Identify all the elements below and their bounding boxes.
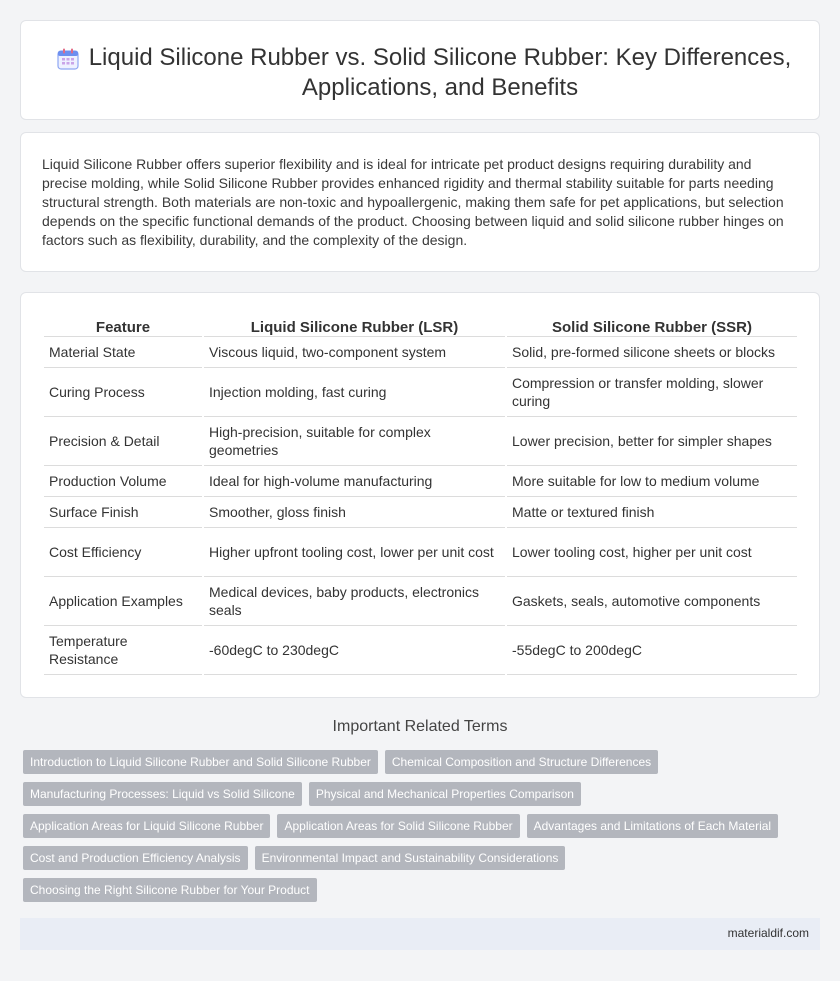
table-cell-ssr: Matte or textured finish (507, 497, 797, 528)
table-row (44, 497, 797, 528)
page-title: Liquid Silicone Rubber vs. Solid Silicone Rubber: Key Differences, Applications, and Benefits (88, 44, 792, 101)
table-row (44, 577, 797, 626)
comparison-table (42, 315, 799, 675)
table-cell-ssr: Solid, pre-formed silicone sheets or blocks (507, 337, 797, 368)
column-header-ssr: Solid Silicone Rubber (SSR) (507, 315, 797, 337)
related-terms-heading: Important Related Terms (332, 718, 508, 735)
related-term-tag[interactable]: Manufacturing Processes: Liquid vs Solid Silicone (23, 782, 302, 806)
table-row (44, 528, 797, 577)
table-cell-feature: Temperature Resistance (44, 626, 202, 675)
related-term-tag[interactable]: Application Areas for Solid Silicone Rubber (277, 814, 519, 838)
footer (20, 918, 820, 950)
footer-site-link[interactable]: materialdif.com (727, 926, 809, 940)
column-header-lsr: Liquid Silicone Rubber (LSR) (204, 315, 505, 337)
table-cell-ssr: Lower tooling cost, higher per unit cost (507, 528, 797, 577)
table-cell-feature: Application Examples (44, 577, 202, 626)
table-cell-lsr: Ideal for high-volume manufacturing (204, 466, 505, 497)
table-cell-lsr: Higher upfront tooling cost, lower per unit cost (204, 528, 505, 577)
table-cell-feature: Surface Finish (44, 497, 202, 528)
calendar-icon (56, 47, 80, 71)
table-row (44, 417, 797, 466)
table-cell-ssr: More suitable for low to medium volume (507, 466, 797, 497)
related-term-tag[interactable]: Introduction to Liquid Silicone Rubber and Solid Silicone Rubber (23, 750, 378, 774)
related-term-tag[interactable]: Choosing the Right Silicone Rubber for Your Product (23, 878, 317, 902)
summary-card (20, 132, 820, 272)
table-row (44, 337, 797, 368)
table-cell-feature: Material State (44, 337, 202, 368)
table-cell-ssr: Lower precision, better for simpler shapes (507, 417, 797, 466)
table-row (44, 466, 797, 497)
table-cell-feature: Curing Process (44, 368, 202, 417)
table-cell-feature: Production Volume (44, 466, 202, 497)
table-cell-lsr: -60degC to 230degC (204, 626, 505, 675)
title-card (20, 20, 820, 120)
table-cell-lsr: Injection molding, fast curing (204, 368, 505, 417)
table-cell-feature: Precision & Detail (44, 417, 202, 466)
summary-text: Liquid Silicone Rubber offers superior flexibility and is ideal for intricate pet product designs requiring durability and precise molding, while Solid Silicone Rubber provides enhanced rigidity and thermal stability suitable for parts needing structural strength. Both materials are non-toxic and hypoallergenic, making them safe for pet applications, but selection depends on the specific functional demands of the product. Choosing between liquid and solid silicone rubber hinges on factors such as flexibility, durability, and the complexity of the design. (42, 156, 784, 248)
related-term-tag[interactable]: Cost and Production Efficiency Analysis (23, 846, 248, 870)
table-cell-lsr: Viscous liquid, two-component system (204, 337, 505, 368)
related-term-tag[interactable]: Chemical Composition and Structure Differences (385, 750, 658, 774)
related-term-tag[interactable]: Physical and Mechanical Properties Comparison (309, 782, 581, 806)
table-row (44, 368, 797, 417)
column-header-feature: Feature (44, 315, 202, 337)
table-cell-ssr: -55degC to 200degC (507, 626, 797, 675)
table-cell-lsr: High-precision, suitable for complex geometries (204, 417, 505, 466)
related-term-tag[interactable]: Application Areas for Liquid Silicone Rubber (23, 814, 270, 838)
related-term-tag[interactable]: Environmental Impact and Sustainability Considerations (255, 846, 566, 870)
table-cell-feature: Cost Efficiency (44, 528, 202, 577)
table-cell-ssr: Compression or transfer molding, slower curing (507, 368, 797, 417)
table-cell-lsr: Medical devices, baby products, electronics seals (204, 577, 505, 626)
related-term-tag[interactable]: Advantages and Limitations of Each Material (527, 814, 778, 838)
related-terms-list (23, 750, 813, 902)
table-row (44, 626, 797, 675)
table-cell-lsr: Smoother, gloss finish (204, 497, 505, 528)
table-header-row (44, 315, 797, 337)
comparison-table-card (20, 292, 820, 698)
table-cell-ssr: Gaskets, seals, automotive components (507, 577, 797, 626)
